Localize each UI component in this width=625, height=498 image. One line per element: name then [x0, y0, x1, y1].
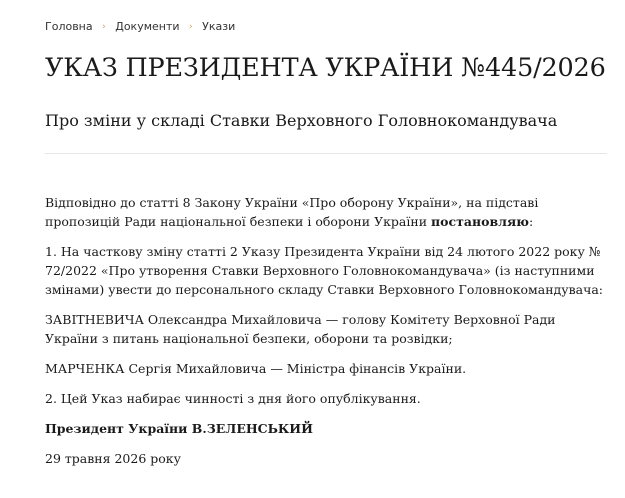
member-1: ЗАВІТНЕВИЧА Олександра Михайловича — голову Комітету Верховної Ради України з питань національної безпеки, оборони та розвідки;: [45, 312, 556, 346]
paragraph-1: 1. На часткову зміну статті 2 Указу Президента України від 24 лютого 2022 року № 72/2022 «Про утворення Ставки Верховного Головнокомандувача» (із наступними змінами) увести до персонального складу Ставки Верховного Головнокомандувача:: [45, 244, 604, 297]
preamble-text: Відповідно до статті 8 Закону України «Про оборону України», на підставі пропозицій Ради національної безпеки і оборони України: [45, 195, 539, 229]
breadcrumb: [45, 20, 235, 35]
breadcrumb-home-link[interactable]: Головна: [45, 20, 93, 33]
preamble-end: :: [529, 214, 534, 229]
paragraph-2: 2. Цей Указ набирає чинності з дня його опублікування.: [45, 391, 421, 406]
signature: Президент України В.ЗЕЛЕНСЬКИЙ: [45, 421, 313, 436]
breadcrumb-documents-link[interactable]: Документи: [115, 20, 180, 33]
document-subtitle: Про зміни у складі Ставки Верховного Головнокомандувача: [45, 111, 558, 130]
preamble-paragraph: [45, 193, 605, 231]
chevron-right-icon: ›: [189, 22, 193, 32]
document-body: [45, 193, 605, 479]
preamble-keyword: постановляю: [431, 214, 529, 229]
chevron-right-icon: ›: [102, 22, 106, 32]
breadcrumb-decrees-link[interactable]: Укази: [202, 20, 236, 33]
page-title: УКАЗ ПРЕЗИДЕНТА УКРАЇНИ №445/2026: [45, 53, 606, 83]
signing-date: 29 травня 2026 року: [45, 451, 181, 466]
divider: [45, 153, 607, 154]
member-2: МАРЧЕНКА Сергія Михайловича — Міністра фінансів України.: [45, 361, 467, 376]
